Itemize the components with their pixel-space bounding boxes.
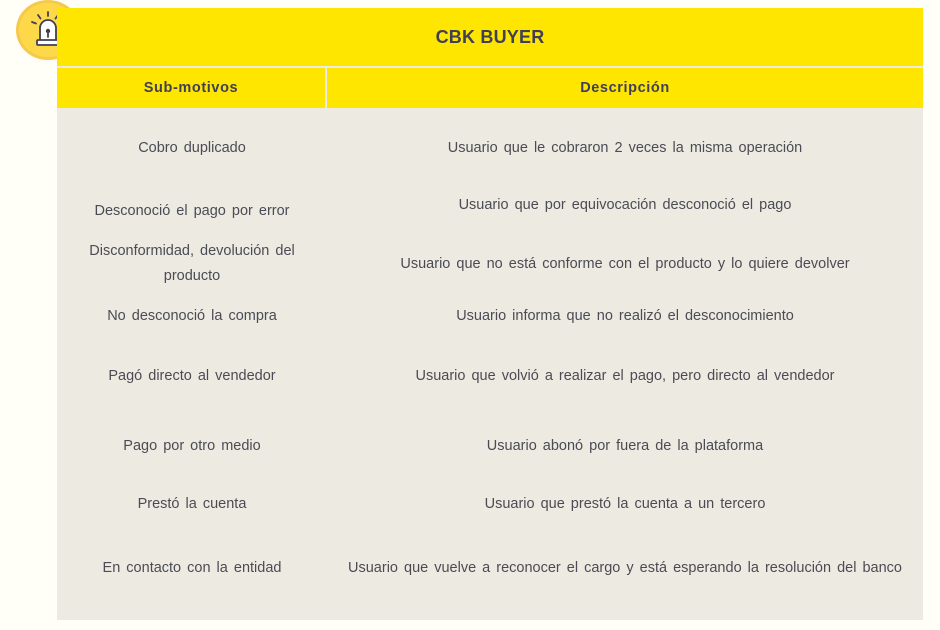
table-header-row (57, 68, 923, 108)
table-row (57, 488, 923, 520)
column-header-sub-motivos: Sub-motivos (57, 68, 325, 108)
description-cell: Usuario que volvió a realizar el pago, pero directo al vendedor (415, 367, 835, 384)
description-cell: Usuario que vuelve a reconocer el cargo y está esperando la resolución del banco (348, 559, 902, 576)
sub-motivo-cell: No desconoció la compra (107, 307, 277, 324)
table-title: CBK BUYER (57, 8, 923, 66)
sub-motivo-cell: Disconformidad, devolución del producto (89, 243, 295, 284)
sub-motivo-cell: Prestó la cuenta (137, 495, 247, 512)
table-row (57, 430, 923, 462)
sub-motivo-cell: Pagó directo al vendedor (108, 367, 276, 384)
table-row (57, 236, 923, 292)
column-header-descripcion: Descripción (327, 68, 923, 108)
table-row (57, 186, 923, 230)
sub-motivo-cell: Desconoció el pago por error (94, 202, 290, 219)
description-cell: Usuario abonó por fuera de la plataforma (486, 437, 764, 454)
table-row (57, 538, 923, 598)
sub-motivo-cell: En contacto con la entidad (102, 559, 282, 576)
description-cell: Usuario que no está conforme con el producto y lo quiere devolver (400, 255, 850, 272)
description-cell: Usuario que prestó la cuenta a un tercero (484, 495, 766, 512)
table-row (57, 306, 923, 326)
sub-motivo-cell: Cobro duplicado (138, 139, 246, 156)
sub-motivo-cell: Pago por otro medio (123, 437, 261, 454)
table-row (57, 128, 923, 168)
description-cell: Usuario que por equivocación desconoció el pago (458, 196, 792, 213)
table-row (57, 360, 923, 392)
description-cell: Usuario que le cobraron 2 veces la misma operación (447, 139, 803, 156)
description-cell: Usuario informa que no realizó el desconocimiento (456, 307, 794, 324)
reasons-table (57, 8, 923, 620)
